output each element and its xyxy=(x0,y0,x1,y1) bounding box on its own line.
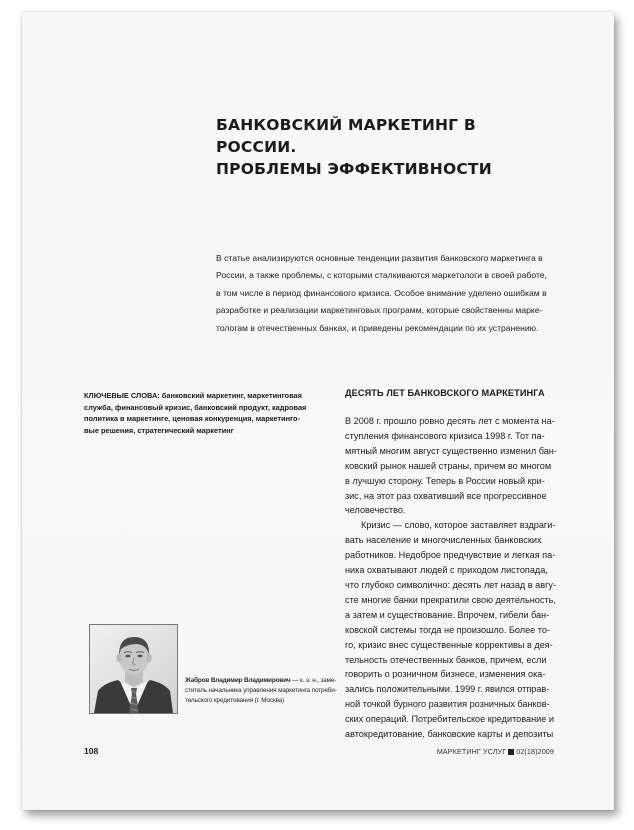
body-line: ной точкой бурного развития розничных банков- xyxy=(345,699,550,710)
body-line: вать население и многочисленных банковских xyxy=(345,535,542,546)
author-name: Жабров Владимир Владимирович xyxy=(185,677,291,684)
author-photo xyxy=(89,624,178,714)
body-line: зались положительными. 1999 г. явился отправ- xyxy=(345,684,550,695)
body-line: автокредитование, банковские карты и депозиты xyxy=(345,729,554,740)
square-bullet-icon xyxy=(508,749,514,755)
keywords-line: служба, финансовый кризис, банковский продукт, кадровая xyxy=(84,402,307,412)
title-line-2: ПРОБЛЕМЫ ЭФФЕКТИВНОСТИ xyxy=(216,160,492,178)
page-number: 108 xyxy=(84,746,99,756)
paragraph-2 xyxy=(345,518,597,742)
author-info xyxy=(185,676,345,706)
abstract-line: разработке и реализации маркетинговых программ, которые свойственны марке- xyxy=(216,305,543,316)
body-line: говорить о розничном бизнесе, изменения ока- xyxy=(345,669,546,680)
title-line-1: БАНКОВСКИЙ МАРКЕТИНГ В РОССИИ. xyxy=(216,116,476,156)
keywords-line: политика в маркетинге, ценовая конкуренция, маркетинго- xyxy=(84,414,301,423)
keywords-line: КЛЮЧЕВЫЕ СЛОВА: банковский маркетинг, маркетинговая xyxy=(84,391,302,400)
abstract-line: тологам в отечественных банках, и приведены рекомендации по их устранению. xyxy=(216,322,539,333)
paragraph-1 xyxy=(345,414,597,518)
article-body xyxy=(345,414,597,742)
journal-issue: 02(18)2009 xyxy=(516,747,554,756)
keywords-line: вые решения, стратегический маркетинг xyxy=(84,425,234,435)
body-line: человечество. xyxy=(345,505,406,516)
body-line: го, кризис внес существенные коррективы в дея- xyxy=(345,639,553,650)
author-line: тельского кредитования (г. Москва) xyxy=(185,697,285,704)
keywords-block xyxy=(84,390,334,436)
body-line: работников. Недоброе предчувствие и легкая па- xyxy=(345,550,556,561)
article-title xyxy=(216,114,556,180)
body-line: тельность отечественных банков, причем, если xyxy=(345,654,547,665)
author-line xyxy=(185,676,345,686)
author-line: ститель начальника управления маркетинга потреби- xyxy=(185,687,337,694)
abstract-line: В статье анализируются основные тенденции развития банковского маркетинга в xyxy=(216,253,543,263)
author-degree: — к. э. н., заме- xyxy=(290,677,337,684)
body-line: ступления финансового кризиса 1998 г. Тот па- xyxy=(345,430,545,441)
body-line: ковский рынок нашей страны, причем во многом xyxy=(345,460,552,471)
body-line: что глубоко символично: десять лет назад в авгу- xyxy=(345,579,557,590)
body-line: а затем и существование. Впрочем, гибели бан- xyxy=(345,609,550,620)
author-portrait-image xyxy=(90,625,177,713)
body-line: Кризис — слово, которое заставляет вздраги- xyxy=(361,520,556,531)
abstract-line: в том числе в период финансового кризиса. Особое внимание уделено ошибкам в xyxy=(216,287,547,298)
abstract-line: России, а также проблемы, с которыми сталкиваются маркетологи в своей работе, xyxy=(216,270,547,281)
article-abstract xyxy=(216,250,591,337)
body-line: ских операций. Потребительское кредитование и xyxy=(345,714,554,725)
body-line: ника охватывают людей с приходом листопада, xyxy=(345,565,548,576)
body-line: В 2008 г. прошло ровно десять лет с момента на- xyxy=(345,416,555,426)
magazine-page xyxy=(22,12,614,810)
section-heading: ДЕСЯТЬ ЛЕТ БАНКОВСКОГО МАРКЕТИНГА xyxy=(345,388,545,398)
body-line: зис, на этот раз охвативший все прогрессивное xyxy=(345,490,547,501)
body-line: мятный многим август существенно изменил бан- xyxy=(345,445,557,456)
body-line: ковской системы тогда не произошло. Более то- xyxy=(345,624,550,635)
body-line: в лучшую сторону. Теперь в России новый кри- xyxy=(345,475,545,486)
body-line: сте многие банки прекратили свою деятельность, xyxy=(345,594,556,605)
journal-footer xyxy=(437,747,554,756)
journal-name: МАРКЕТИНГ УСЛУГ xyxy=(436,747,507,756)
